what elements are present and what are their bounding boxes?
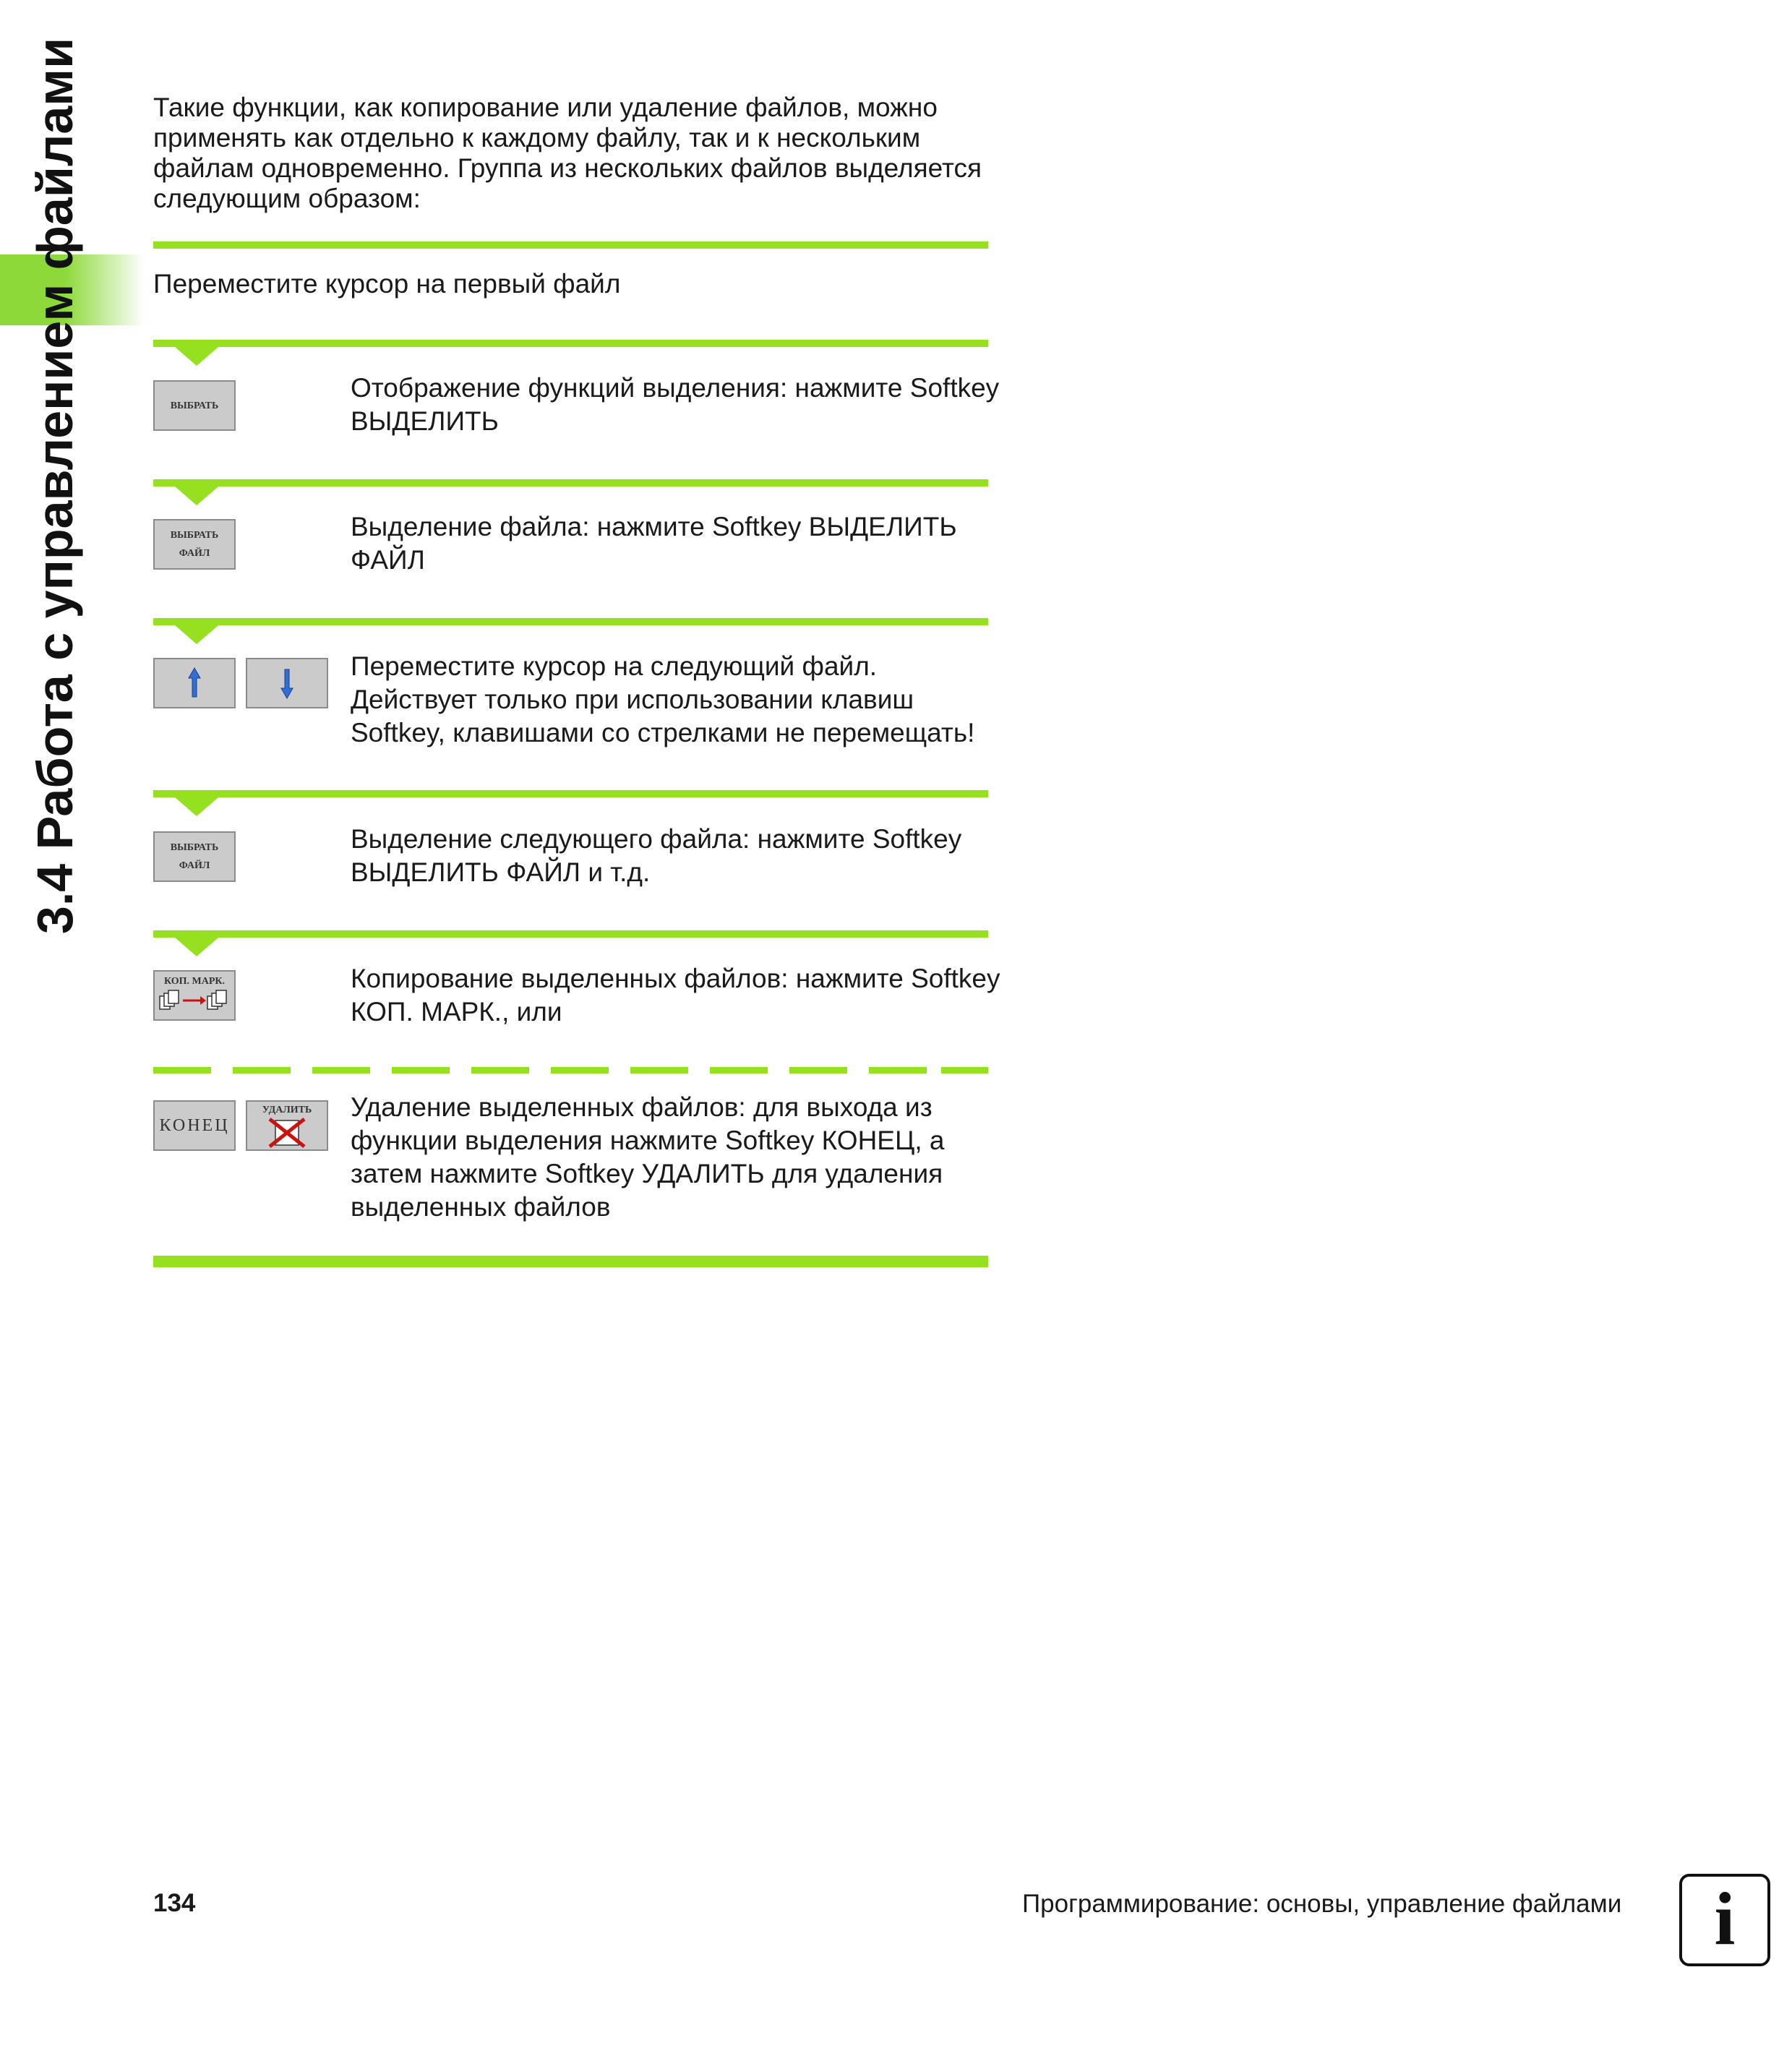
dashed-divider (789, 1067, 847, 1074)
divider-rule (153, 930, 988, 938)
cursor-up-softkey[interactable] (153, 658, 236, 708)
step-text: Удаление выделенных файлов: для выхода из функции выделения нажмите Softkey КОНЕЦ, а затем нажмите Softkey УДАЛИТЬ для удаления выделенных файлов (351, 1092, 945, 1222)
step-text: Отображение функций выделения: нажмите Softkey ВЫДЕЛИТЬ (351, 373, 1000, 436)
dashed-divider (710, 1067, 768, 1074)
divider-rule (153, 340, 988, 347)
step-text: Копирование выделенных файлов: нажмите Softkey КОП. МАРК., или (351, 964, 1000, 1027)
footer-title: Программирование: основы, управление файлами (1022, 1890, 1622, 1918)
softkey-label: УДАЛИТЬ (262, 1105, 312, 1115)
step-arrow-icon (175, 347, 218, 366)
arrow-up-icon (155, 659, 234, 707)
softkey-label: КОП. МАРК. (163, 976, 226, 987)
dashed-divider (869, 1067, 927, 1074)
end-softkey[interactable] (153, 1100, 236, 1151)
step-text: Выделение файла: нажмите Softkey ВЫДЕЛИТЬ ФАЙЛ (351, 512, 957, 575)
softkey-label: КОНЕЦ (159, 1116, 230, 1135)
dashed-divider (630, 1067, 688, 1074)
dashed-divider (471, 1067, 529, 1074)
softkey-label: ФАЙЛ (179, 548, 210, 559)
dashed-divider (392, 1067, 450, 1074)
section-title: 3.4 Работа с управлением файлами (27, 37, 83, 935)
step-arrow-icon (175, 938, 218, 956)
step-arrow-icon (175, 797, 218, 816)
step-text: Переместите курсор на первый файл (153, 269, 621, 299)
select-softkey[interactable] (153, 380, 236, 431)
delete-icon (248, 1116, 326, 1149)
dashed-divider (312, 1067, 370, 1074)
dashed-divider (551, 1067, 609, 1074)
divider-rule (153, 618, 988, 625)
info-icon (1679, 1874, 1770, 1966)
copy-files-icon (155, 987, 233, 1016)
info-glyph: i (1714, 1877, 1736, 1961)
delete-softkey[interactable] (246, 1100, 328, 1151)
divider-rule (153, 790, 988, 797)
step-text: Переместите курсор на следующий файл. Действует только при использовании клавиш Softkey, клавишами со стрелками не перемещать! (351, 651, 975, 747)
dashed-divider (233, 1067, 291, 1074)
page-number: 134 (153, 1889, 196, 1917)
copy-marked-softkey[interactable] (153, 970, 236, 1021)
softkey-label: ФАЙЛ (179, 860, 210, 871)
dashed-divider (153, 1067, 211, 1074)
dashed-divider (941, 1067, 988, 1074)
select-file-softkey[interactable] (153, 519, 236, 570)
step-arrow-icon (175, 487, 218, 505)
intro-paragraph: Такие функции, как копирование или удаление файлов, можно применять как отдельно к каждому файлу, так и к нескольким файлам одновременно. Группа из нескольких файлов выделяется следующим образом: (153, 93, 982, 213)
step-text: Выделение следующего файла: нажмите Softkey ВЫДЕЛИТЬ ФАЙЛ и т.д. (351, 824, 962, 887)
softkey-label: ВЫБРАТЬ (170, 400, 219, 411)
arrow-down-icon (247, 659, 327, 707)
divider-rule-bottom (153, 1256, 988, 1267)
softkey-label: ВЫБРАТЬ (170, 530, 219, 541)
step-arrow-icon (175, 625, 218, 644)
softkey-label: ВЫБРАТЬ (170, 842, 219, 853)
divider-rule (153, 241, 988, 249)
select-file-softkey[interactable] (153, 831, 236, 882)
divider-rule (153, 479, 988, 487)
cursor-down-softkey[interactable] (246, 658, 328, 708)
